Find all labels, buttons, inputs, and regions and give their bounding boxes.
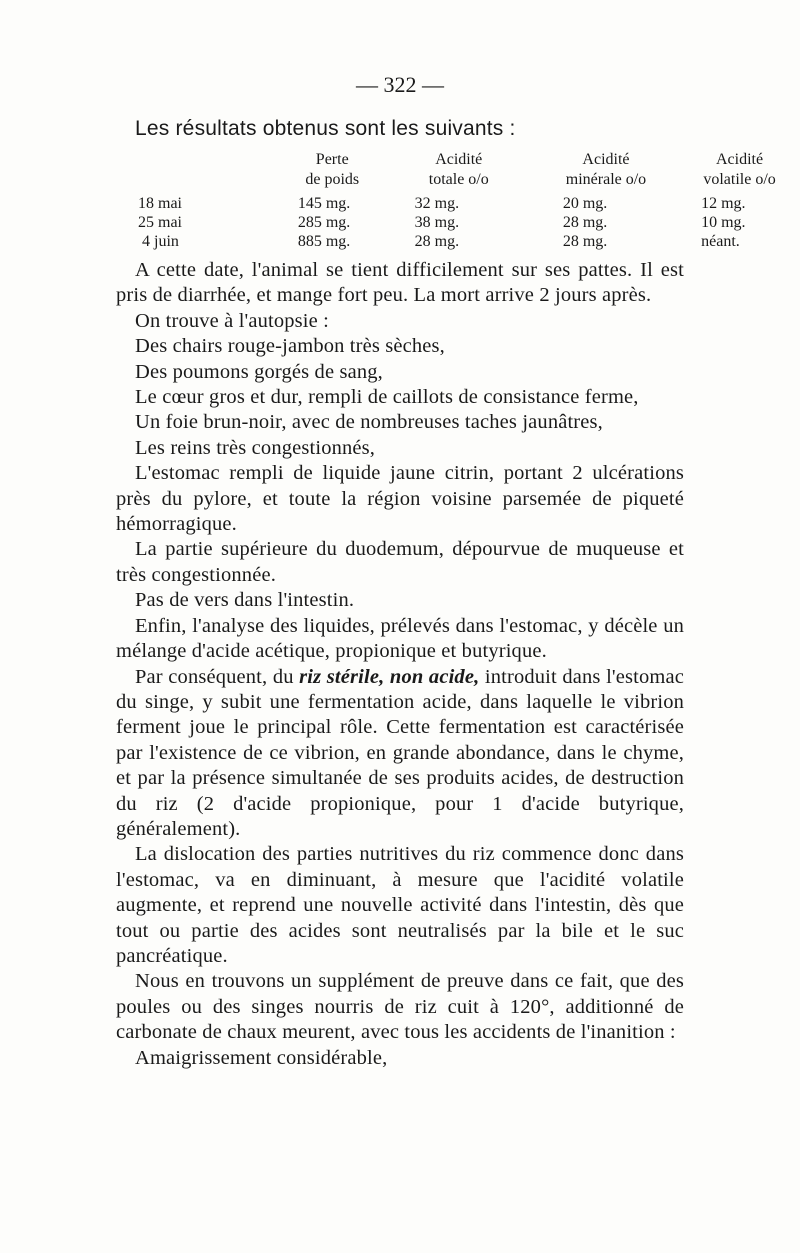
header-line: de poids — [305, 171, 360, 188]
row-minerale: 28 mg. — [562, 214, 608, 231]
paragraph-text: introduit dans l'estomac du singe, y subit une fermentation acide, dans laquelle le vibrion ferment joue le principal rôle. Cette fermentation est caractérisée par l'existence de ce vibrion, en grande abondance, dans le chyme, et par la présence simultanée de ses produits acides, de destruction du riz (2 d'acide propionique, pour 1 d'acide butyrique, généralement). — [116, 665, 684, 840]
paragraph: Des chairs rouge-jambon très sèches, — [135, 335, 445, 358]
paragraph: Des poumons gorgés de sang, — [135, 360, 383, 383]
paragraph: La partie supérieure du duodemum, dépourvue de muqueuse et très congestionnée. — [116, 538, 684, 586]
row-totale: 32 mg. — [414, 195, 460, 212]
paragraph: Nous en trouvons un supplément de preuve dans ce fait, que des poules ou des singes nourris de riz cuit à 120°, additionné de carbonate de chaux meurent, avec tous les accidents de l'inanition : — [116, 970, 684, 1044]
paragraph: Pas de vers dans l'intestin. — [135, 589, 355, 612]
paragraph: Un foie brun-noir, avec de nombreuses taches jaunâtres, — [135, 411, 603, 434]
table-row — [130, 232, 800, 251]
paragraph: A cette date, l'animal se tient difficilement sur ses pattes. Il est pris de diarrhée, et mange fort peu. La mort arrive 2 jours après. — [116, 259, 684, 307]
table-header-acidite-volatile — [679, 150, 800, 194]
row-perte: 145 mg. — [297, 195, 351, 212]
table-row — [130, 213, 800, 232]
paragraph: La dislocation des parties nutritives du riz commence donc dans l'estomac, va en diminuant, à mesure que l'acidité volatile augmente, et reprend une nouvelle activité dans l'intestin, dès que tout ou partie des acides sont neutralisés par la bile et le suc pancréatique. — [116, 843, 684, 967]
table-header-acidite-totale — [385, 150, 533, 194]
row-totale: 38 mg. — [414, 214, 460, 231]
body-text — [116, 258, 684, 1071]
row-volatile: néant. — [701, 233, 740, 250]
paragraph: L'estomac rempli de liquide jaune citrin, portant 2 ulcérations près du pylore, et toute la région voisine parsemée de piqueté hémorragique. — [116, 462, 684, 536]
table-header-row — [130, 150, 800, 194]
table-header-blank — [130, 150, 280, 194]
header-line: Acidité — [435, 151, 483, 168]
row-perte: 885 mg. — [297, 233, 351, 250]
row-date: 18 mai — [138, 195, 182, 212]
row-date: 25 mai — [138, 214, 182, 231]
paragraph: Enfin, l'analyse des liquides, prélevés dans l'estomac, y décèle un mélange d'acide acétique, propionique et butyrique. — [116, 614, 684, 663]
row-volatile: 10 mg. — [701, 214, 746, 231]
paragraph: On trouve à l'autopsie : — [135, 309, 330, 332]
header-line: totale o/o — [428, 171, 489, 188]
paragraph-text: Par conséquent, du — [135, 665, 300, 688]
paragraph: Les reins très congestionnés, — [135, 436, 376, 459]
results-intro: Les résultats obtenus sont les suivants : — [135, 117, 516, 140]
paragraph: Le cœur gros et dur, rempli de caillots de consistance ferme, — [135, 386, 639, 409]
header-line: minérale o/o — [565, 171, 647, 188]
header-line: Acidité — [582, 151, 630, 168]
row-volatile: 12 mg. — [701, 195, 746, 212]
table-header-acidite-minerale — [533, 150, 679, 194]
header-line: Perte — [315, 151, 349, 168]
paragraph: Amaigrissement considérable, — [135, 1046, 388, 1069]
header-line: Acidité — [716, 151, 764, 168]
header-line: volatile o/o — [703, 171, 776, 188]
page-number: — 322 — — [356, 72, 444, 97]
table-header-perte — [280, 150, 385, 194]
italic-emphasis: riz stérile, non acide, — [299, 665, 480, 688]
row-perte: 285 mg. — [297, 214, 351, 231]
row-totale: 28 mg. — [414, 233, 460, 250]
paragraph — [116, 665, 684, 843]
table-row — [130, 194, 800, 213]
results-table — [130, 150, 800, 251]
row-minerale: 28 mg. — [562, 233, 608, 250]
row-date: 4 juin — [142, 233, 179, 250]
row-minerale: 20 mg. — [562, 195, 608, 212]
